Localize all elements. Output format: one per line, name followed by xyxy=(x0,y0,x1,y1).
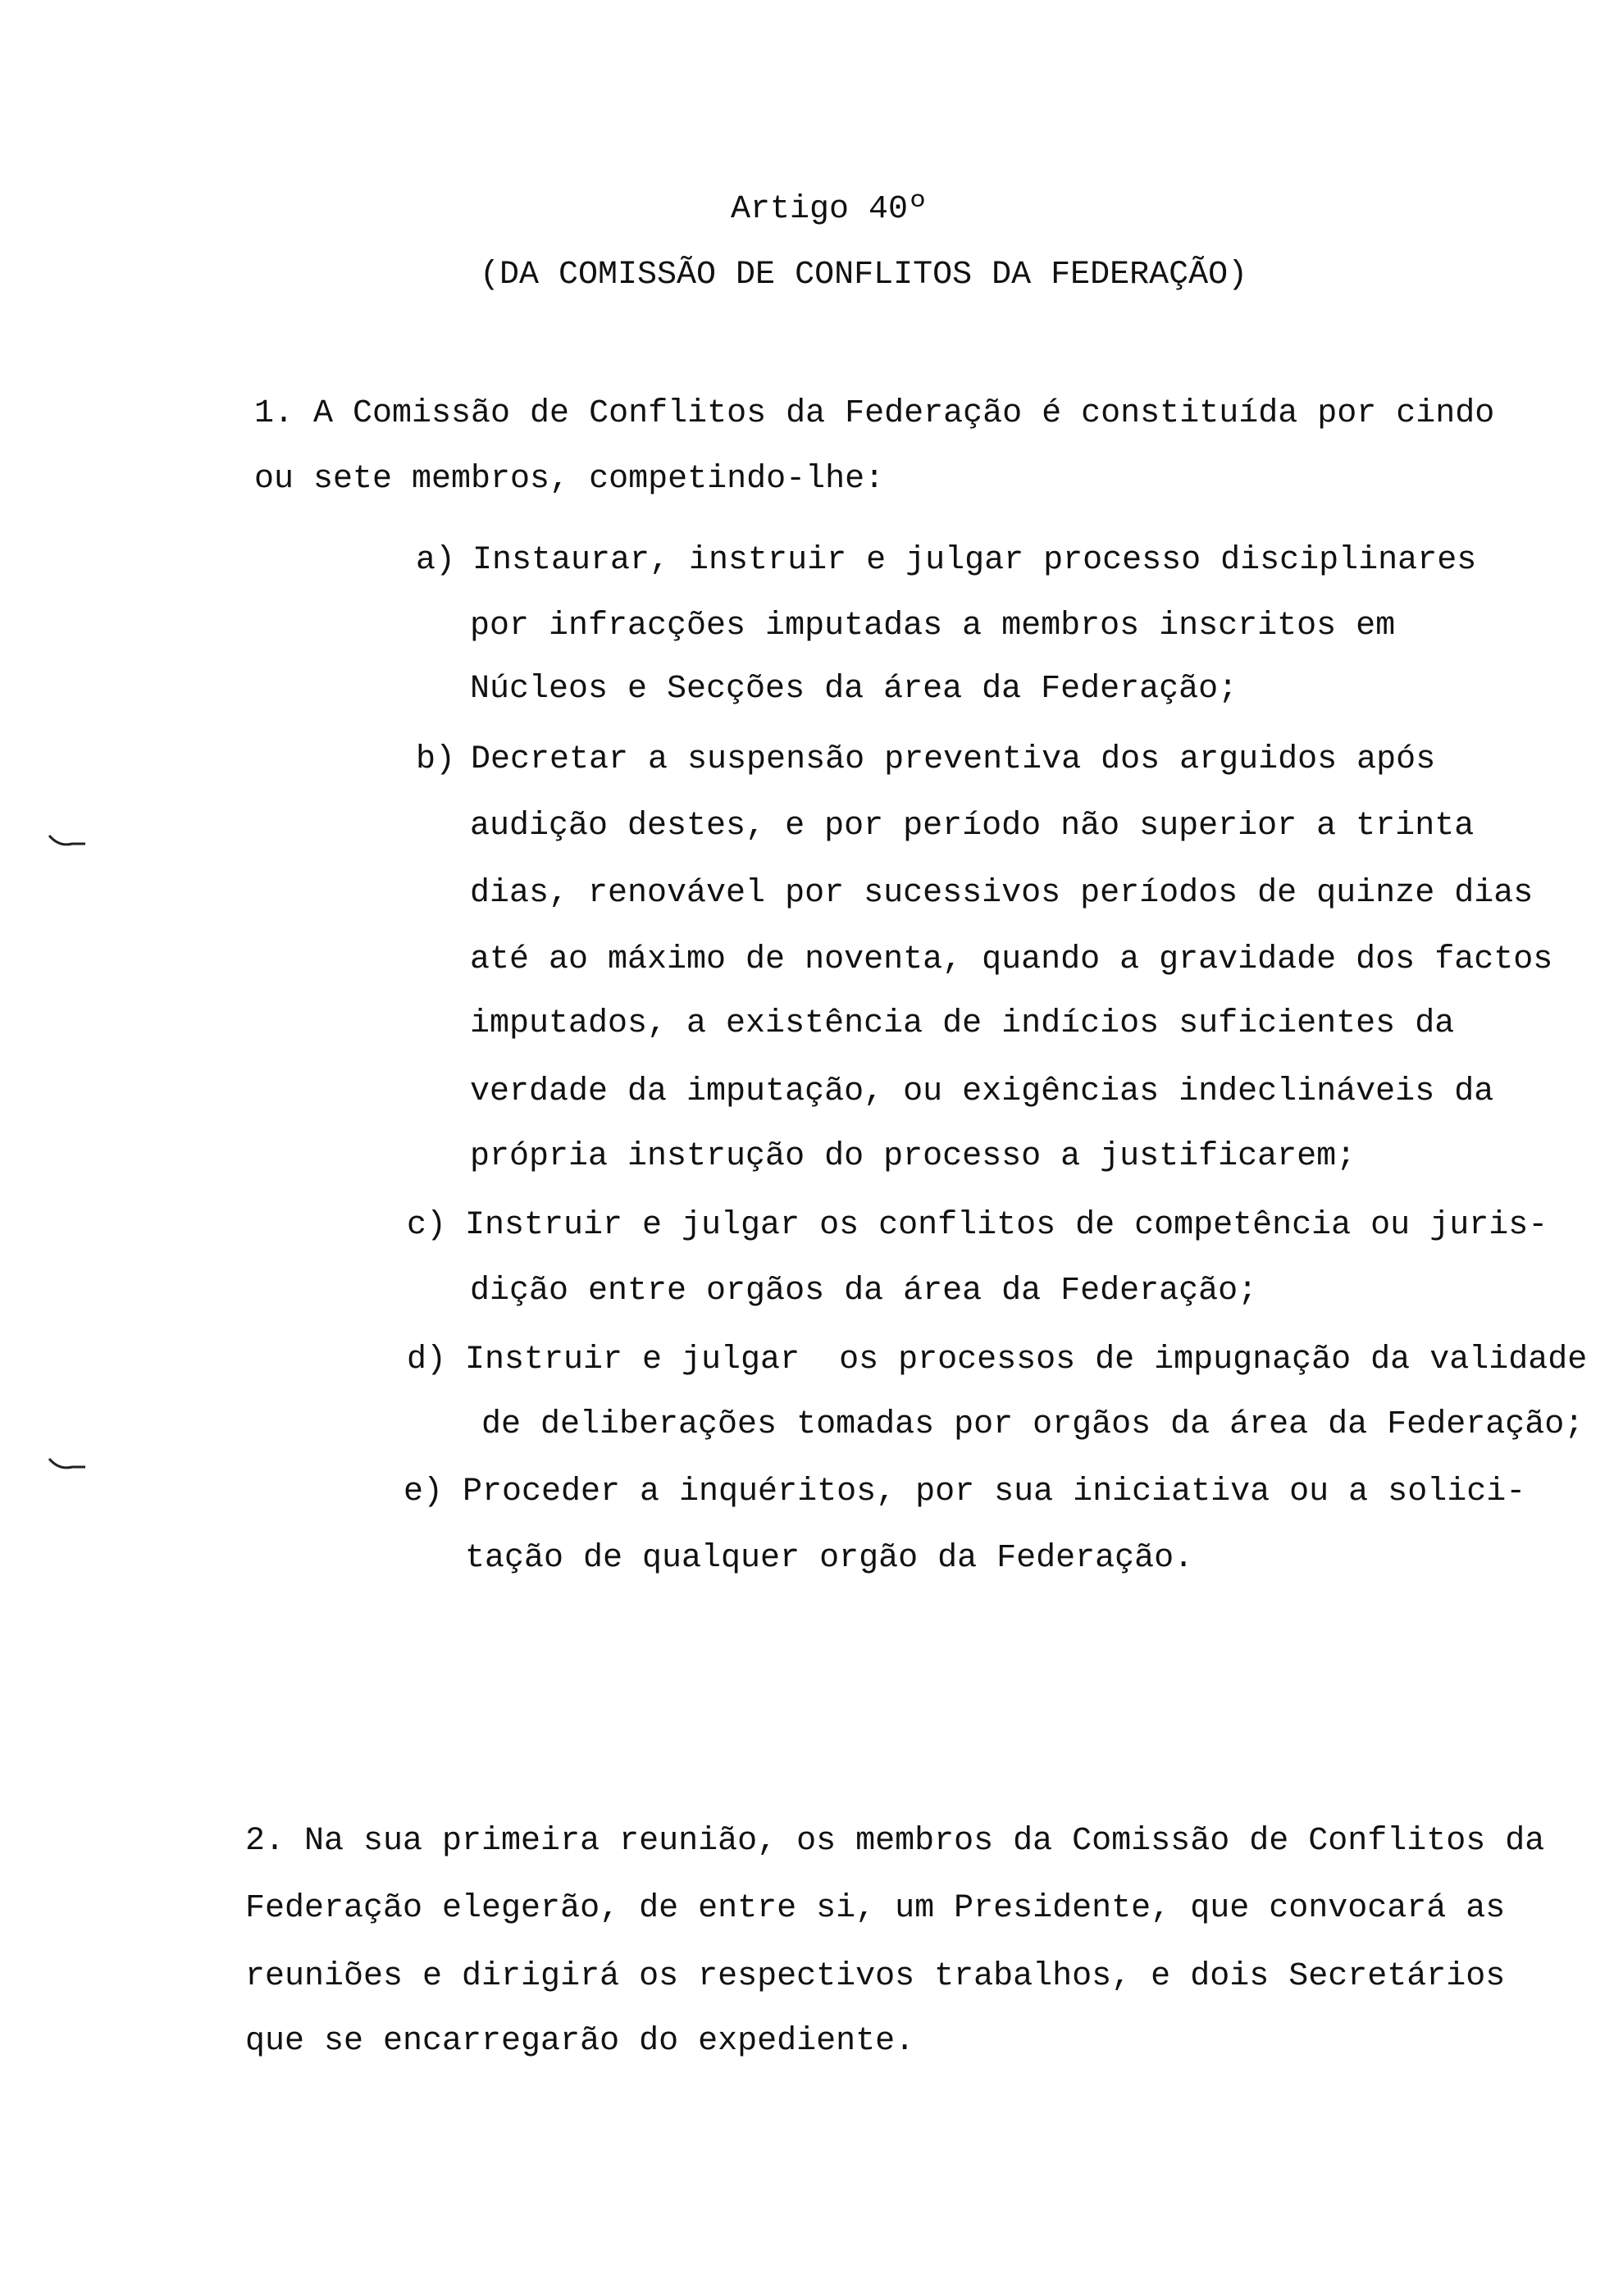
item-c-line: Instruir e julgar os conflitos de competência ou juris- xyxy=(465,1207,1548,1244)
article-title: Artigo 40º xyxy=(731,191,928,228)
item-e-line: tação de qualquer orgão da Federação. xyxy=(465,1540,1194,1577)
paragraph-2-line: reuniões e dirigirá os respectivos trabalhos, e dois Secretários xyxy=(245,1958,1506,1995)
paragraph-2-line: que se encarregarão do expediente. xyxy=(245,2023,915,2060)
item-b-line: verdade da imputação, ou exigências indeclináveis da xyxy=(470,1073,1494,1110)
item-a-line: Instaurar, instruir e julgar processo disciplinares xyxy=(472,542,1477,579)
item-label-e: e) xyxy=(404,1474,444,1510)
item-label-b: b) xyxy=(416,741,456,778)
item-b-line: própria instrução do processo a justificarem; xyxy=(470,1138,1356,1175)
item-label-a: a) xyxy=(416,542,456,579)
paragraph-2-line: 2. Na sua primeira reunião, os membros da Comissão de Conflitos da xyxy=(245,1823,1545,1860)
paragraph-1-line: ou sete membros, competindo-lhe: xyxy=(254,461,885,498)
item-d-line: de deliberações tomadas por orgãos da área da Federação; xyxy=(481,1406,1584,1443)
margin-hole-mark-icon xyxy=(48,832,89,852)
item-b-line: Decretar a suspensão preventiva dos arguidos após xyxy=(471,741,1436,778)
item-a-line: por infracções imputadas a membros inscritos em xyxy=(470,608,1396,645)
item-label-c: c) xyxy=(407,1207,447,1244)
item-c-line: dição entre orgãos da área da Federação; xyxy=(470,1273,1258,1310)
margin-hole-mark-icon xyxy=(48,1456,89,1475)
item-e-line: Proceder a inquéritos, por sua iniciativa ou a solici- xyxy=(463,1474,1526,1510)
item-d-line: Instruir e julgar os processos de impugnação da validade xyxy=(465,1342,1588,1378)
item-label-d: d) xyxy=(407,1342,447,1378)
paragraph-1-line: 1. A Comissão de Conflitos da Federação é constituída por cindo xyxy=(254,395,1495,432)
article-heading: (DA COMISSÃO DE CONFLITOS DA FEDERAÇÃO) xyxy=(480,257,1248,294)
item-b-line: imputados, a existência de indícios suficientes da xyxy=(470,1005,1455,1042)
item-b-line: dias, renovável por sucessivos períodos de quinze dias xyxy=(470,875,1534,912)
item-b-line: audição destes, e por período não superior a trinta xyxy=(470,808,1475,845)
item-a-line: Núcleos e Secções da área da Federação; xyxy=(470,671,1238,708)
item-b-line: até ao máximo de noventa, quando a gravidade dos factos xyxy=(470,941,1553,978)
paragraph-2-line: Federação elegerão, de entre si, um Presidente, que convocará as xyxy=(245,1890,1506,1927)
